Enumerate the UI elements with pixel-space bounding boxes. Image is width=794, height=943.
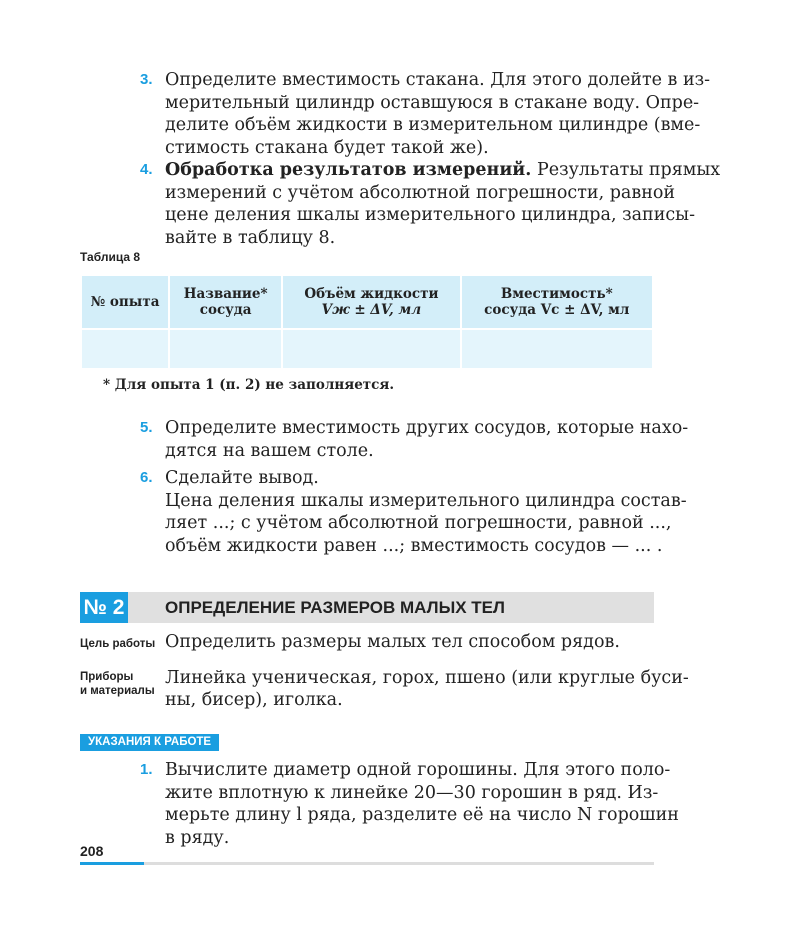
- header-cell: сосуда: [199, 302, 252, 318]
- step-5: [140, 417, 689, 462]
- bold-heading: Обработка результатов измерений.: [165, 160, 532, 180]
- tools-text: Линейка ученическая, горох, пшено (или круглые буси- ны, бисер), иголка.: [165, 668, 689, 710]
- table-cell: [282, 329, 460, 369]
- text-line: делите объём жидкости в измерительном цилиндре (вме-: [165, 115, 701, 135]
- header-cell: Название*: [183, 286, 268, 302]
- goal-text: Определить размеры малых тел способом рядов.: [165, 632, 620, 652]
- step-number: 4.: [140, 161, 153, 178]
- goal-label: Цель работы: [80, 638, 156, 650]
- footer-accent: [80, 862, 144, 865]
- table-cell: [461, 329, 653, 369]
- step-number: 6.: [140, 469, 153, 486]
- table-cell: [81, 329, 169, 369]
- footer-rule: [80, 862, 654, 865]
- table-label: Таблица 8: [80, 250, 141, 264]
- header-cell: Объём жидкости: [304, 286, 439, 302]
- header-cell: Vж ± ΔV, мл: [321, 302, 422, 318]
- section-header: [80, 592, 654, 623]
- section-title: ОПРЕДЕЛЕНИЕ РАЗМЕРОВ МАЛЫХ ТЕЛ: [165, 598, 505, 617]
- text-line: жите вплотную к линейке 20—30 горошин в ряд. Из-: [165, 782, 659, 803]
- table-footnote: * Для опыта 1 (п. 2) не заполняется.: [103, 377, 395, 393]
- step-3: [140, 69, 711, 159]
- text-line: Сделайте вывод.: [165, 468, 319, 488]
- text-line: цене деления шкалы измерительного цилиндра, записы-: [165, 205, 696, 225]
- text-line: вайте в таблицу 8.: [165, 227, 336, 248]
- instructions-badge: УКАЗАНИЯ К РАБОТЕ: [80, 734, 219, 751]
- step-6: [140, 467, 687, 557]
- text-line: дятся на вашем столе.: [165, 440, 374, 461]
- step-number: 3.: [140, 71, 153, 88]
- section-step-1: [140, 759, 679, 849]
- table-cell: [169, 329, 282, 369]
- header-cell: № опыта: [90, 294, 160, 310]
- text-line: мерительный цилиндр оставшуюся в стакане воду. Опре-: [165, 92, 700, 113]
- text-line: в ряду.: [165, 827, 230, 848]
- step-4: [140, 159, 721, 249]
- text-line: мерьте длину l ряда, разделите её на число N горошин: [165, 805, 679, 825]
- text-line: измерений с учётом абсолютной погрешности, равной: [165, 182, 676, 203]
- header-cell: сосуда Vс ± ΔV, мл: [484, 302, 630, 318]
- text-line: Цена деления шкалы измерительного цилиндра состав-: [165, 490, 687, 511]
- text-line: ляет ...; с учётом абсолютной погрешности, равной ...,: [165, 513, 672, 533]
- tools-label: Приборы и материалы: [80, 671, 155, 697]
- header-cell: Вместимость*: [500, 286, 613, 302]
- text-line: Определите вместимость других сосудов, которые нахо-: [165, 418, 689, 438]
- page-number: 208: [80, 843, 104, 859]
- step-number: 5.: [140, 419, 153, 436]
- section-number: № 2: [80, 592, 128, 623]
- text-line: стимость стакана будет такой же).: [165, 137, 489, 158]
- text-line: Результаты прямых: [531, 160, 721, 180]
- text-line: объём жидкости равен ...; вместимость сосудов — ... .: [165, 535, 663, 556]
- data-table: [80, 274, 654, 370]
- text-line: Определите вместимость стакана. Для этого долейте в из-: [165, 70, 711, 90]
- text-line: Вычислите диаметр одной горошины. Для этого поло-: [165, 760, 671, 780]
- table-row: [81, 329, 653, 369]
- step-number: 1.: [140, 761, 153, 778]
